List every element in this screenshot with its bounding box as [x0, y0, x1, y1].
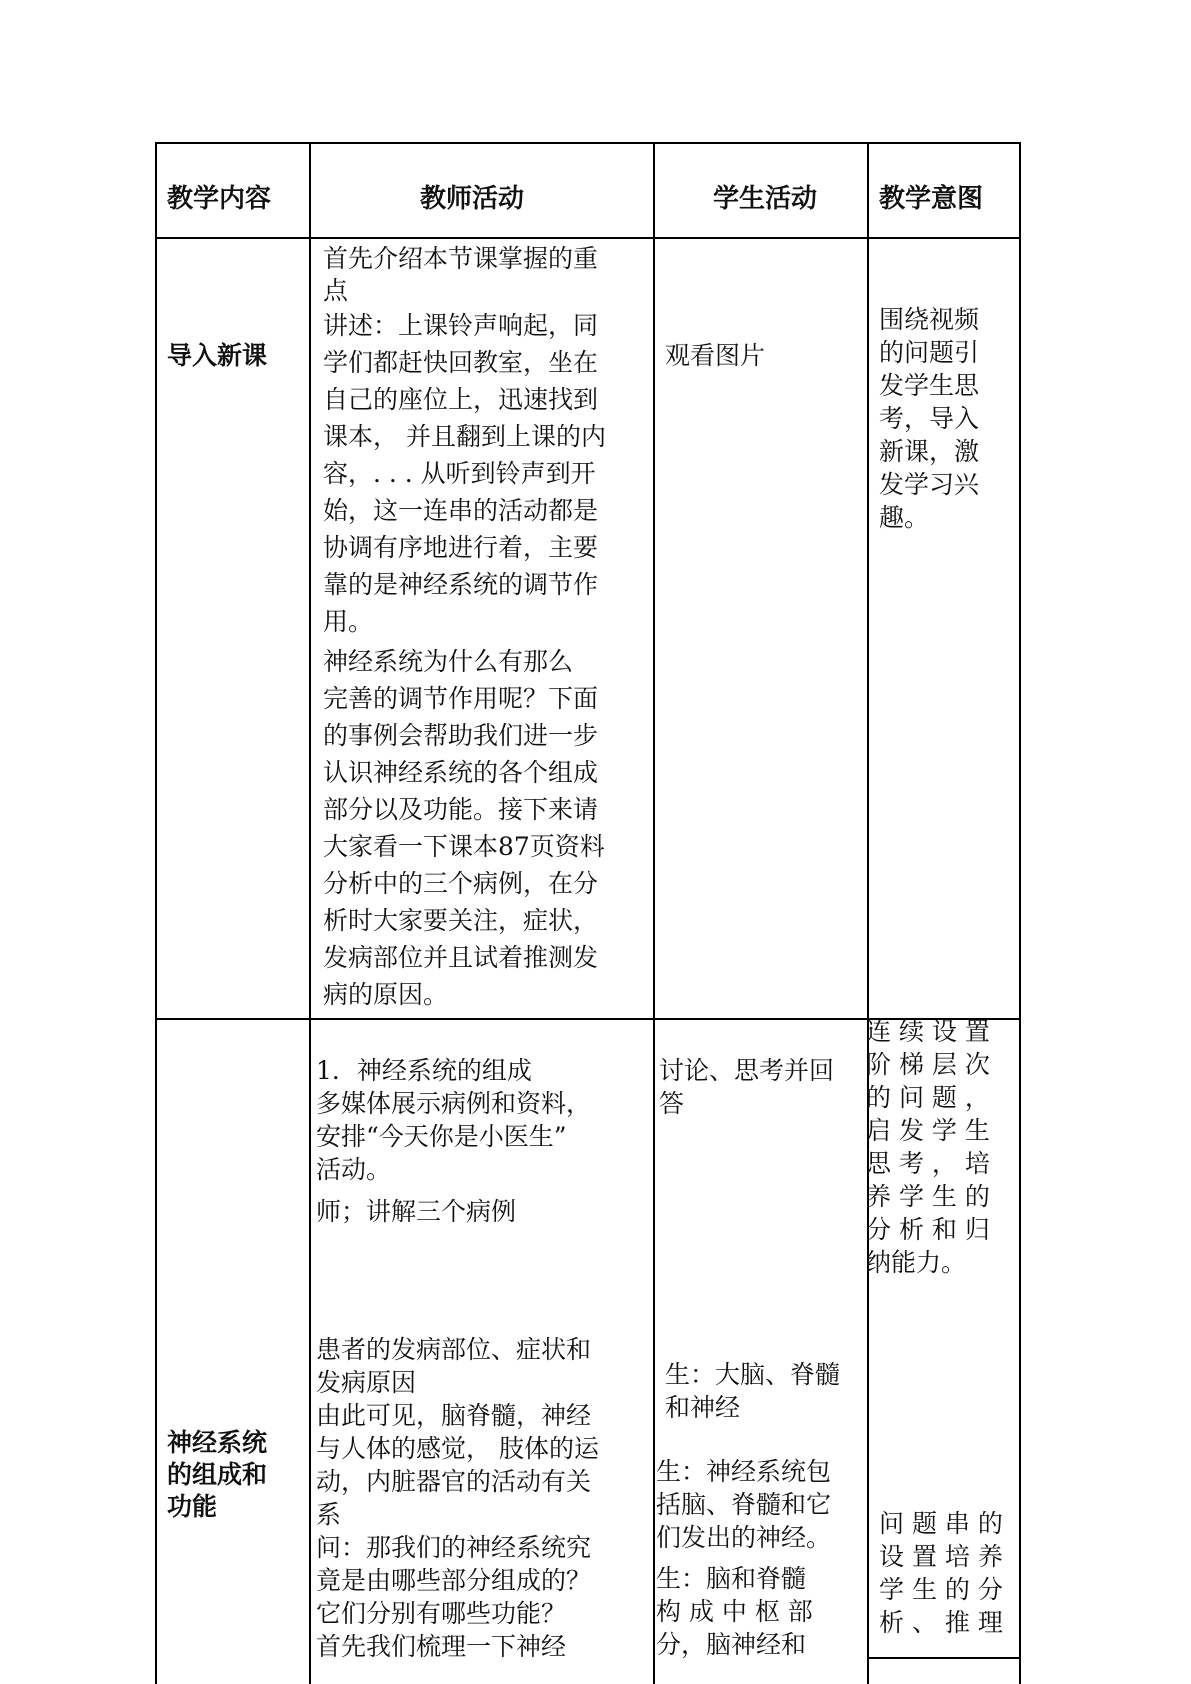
row2-student-line: 括脑、脊髓和它 [656, 1490, 832, 1519]
row1-intent-line: 发学生思 [879, 371, 980, 400]
row2-intent-line: 纳能力。 [866, 1248, 967, 1277]
row2-teacher-line: 竟是由哪些部分组成的？ [316, 1566, 592, 1595]
row1-teacher-line: 学们都赶快回教室，坐在 [323, 348, 599, 377]
row1-teacher-line: 用。 [323, 607, 374, 636]
row2-intent-line: 析 、 推 理 [879, 1608, 1003, 1637]
row1-teacher-line: 认识神经系统的各个组成 [323, 758, 599, 787]
header-teaching-content: 教学内容 [167, 184, 272, 214]
row2-intent-line: 问 题 串 的 [879, 1509, 1003, 1538]
row1-teacher-line: 完善的调节作用呢？下面 [323, 684, 599, 713]
col2-divider [653, 142, 655, 1684]
row1-teacher-line: 靠的是神经系统的调节作 [323, 570, 599, 599]
row1-topic-line: 导入新课 [167, 341, 268, 370]
row1-teacher-line: 分析中的三个病例，在分 [323, 869, 599, 898]
header-teaching-intent: 教学意图 [879, 184, 984, 214]
header-teacher-activity: 教师活动 [420, 184, 525, 214]
row1-teacher-line: 始，这一连串的活动都是 [323, 496, 599, 525]
row2-teacher-line: 系 [316, 1500, 342, 1529]
row2-teacher-line: 它们分别有哪些功能？ [316, 1599, 567, 1628]
header-bottom-border [155, 237, 1021, 239]
row2-student-line: 们发出的神经。 [656, 1523, 832, 1552]
row2-teacher-line: 与人体的感觉， 肢体的运 [316, 1434, 599, 1463]
table-left-border [155, 142, 157, 1684]
row2-topic-line: 功能 [167, 1492, 218, 1521]
row1-teacher-line: 神经系统为什么有那么 [323, 647, 574, 676]
row1-teacher-line: 首先介绍本节课掌握的重 [323, 244, 599, 273]
row1-teacher-line: 课本， 并且翻到上课的内 [323, 422, 606, 451]
row1-teacher-line: 大家看一下课本87页资料 [323, 832, 605, 861]
row1-intent-line: 围绕视频 [879, 305, 980, 334]
row2-teacher-line: 动，内脏器官的活动有关 [316, 1467, 592, 1496]
row2-teacher-line: 安排“今天你是小医生” [316, 1122, 567, 1151]
row1-teacher-line: 部分以及功能。接下来请 [323, 795, 599, 824]
row2-intent-line: 连 续 设 置 [866, 1017, 990, 1046]
row1-teacher-line: 发病部位并且试着推测发 [323, 943, 599, 972]
row1-teacher-line: 病的原因。 [323, 980, 449, 1009]
row2-student-line: 答 [659, 1089, 685, 1118]
row1-teacher-line: 容，. . . 从听到铃声到开 [323, 459, 596, 488]
row1-teacher-line: 点 [323, 276, 349, 305]
table-top-border [155, 142, 1021, 144]
row1-teacher-line: 的事例会帮助我们进一步 [323, 721, 599, 750]
row2-teacher-line: 活动。 [316, 1155, 392, 1184]
row2-student-line: 生：神经系统包 [656, 1457, 832, 1486]
row1-teacher-line: 讲述：上课铃声响起，同 [323, 311, 599, 340]
row1-intent-line: 趣。 [879, 503, 930, 532]
row1-intent-line: 的问题引 [879, 338, 980, 367]
row1-intent-line: 发学习兴 [879, 470, 980, 499]
row2-teacher-line: 患者的发病部位、症状和 [316, 1335, 592, 1364]
row2-teacher-line: 发病原因 [316, 1368, 417, 1397]
row1-teacher-line: 析时大家要关注，症状， [323, 906, 599, 935]
row2-intent-bottom-border [867, 1657, 1021, 1659]
row2-teacher-line: 问：那我们的神经系统究 [316, 1533, 592, 1562]
row2-student-line: 生：大脑、脊髓 [665, 1360, 841, 1389]
row2-teacher-line: 1．神经系统的组成 [316, 1056, 532, 1085]
row1-student-line: 观看图片 [665, 341, 766, 370]
row2-teacher-line: 多媒体展示病例和资料， [316, 1089, 592, 1118]
row1-teacher-line: 自己的座位上，迅速找到 [323, 385, 599, 414]
row1-intent-line: 考，导入 [879, 404, 980, 433]
row1-teacher-line: 协调有序地进行着，主要 [323, 533, 599, 562]
row2-student-line: 讨论、思考并回 [659, 1056, 835, 1085]
row2-intent-line: 的 问 题 ， [866, 1083, 990, 1112]
row2-topic-line: 神经系统 [167, 1428, 268, 1457]
row2-intent-line: 启 发 学 生 [866, 1116, 990, 1145]
row2-teacher-line: 首先我们梳理一下神经 [316, 1632, 567, 1661]
row2-intent-line: 学 生 的 分 [879, 1575, 1003, 1604]
col1-divider [309, 142, 311, 1684]
table-right-border [1019, 142, 1021, 1684]
row2-student-line: 生：脑和脊髓 [656, 1564, 807, 1593]
row1-intent-line: 新课，激 [879, 437, 980, 466]
row2-intent-line: 设 置 培 养 [879, 1542, 1003, 1571]
row2-intent-line: 分 析 和 归 [866, 1215, 990, 1244]
row2-intent-line: 思 考 ， 培 [866, 1149, 990, 1178]
row2-topic-line: 的组成和 [167, 1460, 268, 1489]
row2-teacher-line: 师；讲解三个病例 [316, 1197, 517, 1226]
row2-student-line: 分，脑神经和 [656, 1630, 807, 1659]
row2-teacher-line: 由此可见，脑脊髓，神经 [316, 1401, 592, 1430]
col3-divider [867, 142, 869, 1684]
row2-intent-line: 养 学 生 的 [866, 1182, 990, 1211]
header-student-activity: 学生活动 [713, 184, 818, 214]
row2-student-line: 和神经 [665, 1393, 741, 1422]
row2-student-line: 构 成 中 枢 部 [656, 1597, 813, 1626]
row2-intent-line: 阶 梯 层 次 [866, 1050, 990, 1079]
